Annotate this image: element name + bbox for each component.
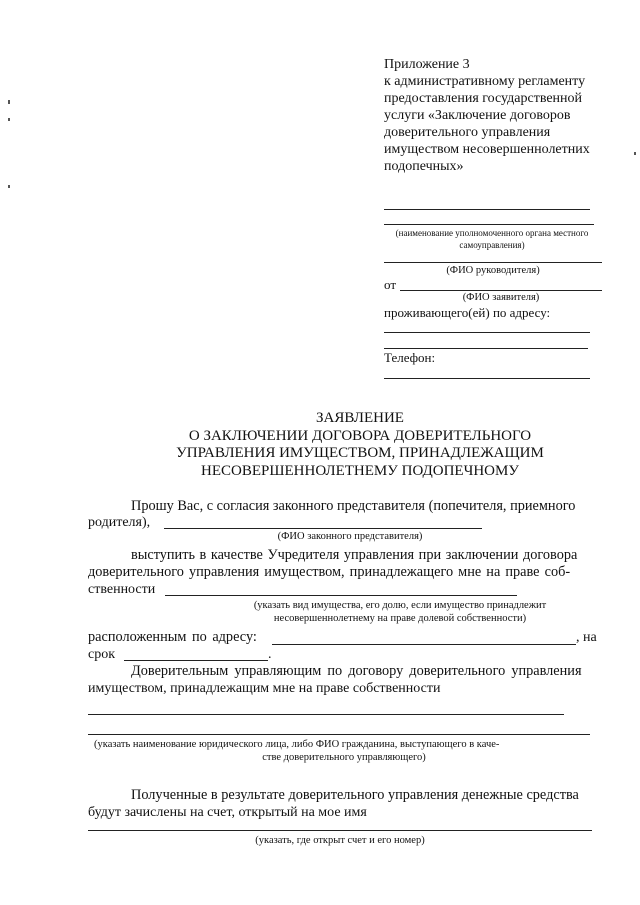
scan-mark	[8, 185, 10, 188]
account-caption: (указать, где открыт счет и его номер)	[255, 835, 425, 846]
paragraph-line: выступить в качестве Учредителя управления при заключении договора	[131, 547, 578, 563]
paragraph-line: имуществом, принадлежащим мне на праве собственности	[88, 681, 441, 696]
address-suffix: , на	[576, 630, 597, 645]
paragraph-line: доверительного управления имуществом, принадлежащего мне на праве соб-	[88, 564, 571, 580]
organ-caption: (наименование уполномоченного органа местного самоуправления)	[395, 228, 589, 250]
head-caption: (ФИО руководителя)	[446, 265, 540, 276]
paragraph-line: Полученные в результате доверительного управления денежные средства	[131, 787, 579, 803]
phone-label: Телефон:	[384, 350, 436, 365]
scan-mark	[634, 152, 636, 155]
paragraph-line: ственности	[88, 582, 156, 597]
appendix-line: подопечных»	[384, 159, 464, 174]
applicant-caption: (ФИО заявителя)	[462, 292, 540, 303]
scan-mark	[8, 100, 10, 104]
appendix-line: предоставления государственной	[384, 91, 583, 106]
paragraph-line: Прошу Вас, с согласия законного представителя (попечителя, приемного	[131, 498, 576, 514]
manager-line[interactable]	[88, 734, 590, 735]
organ-line[interactable]	[384, 224, 594, 225]
appendix-line: услуги «Заключение договоров	[384, 108, 571, 123]
property-line[interactable]	[165, 595, 517, 596]
property-caption: (указать вид имущества, его долю, если имущество принадлежит несовершеннолетнему на праве долевой собственности)	[253, 600, 547, 624]
property-address-line[interactable]	[272, 644, 576, 645]
from-label: от	[384, 277, 397, 292]
appendix-line: доверительного управления	[384, 125, 551, 140]
residing-label: проживающего(ей) по адресу:	[384, 305, 551, 320]
address-line[interactable]	[384, 348, 588, 349]
rep-line[interactable]	[164, 528, 482, 529]
paragraph-line: родителя),	[88, 515, 151, 530]
scan-mark	[8, 118, 10, 121]
paragraph-line: Доверительным управляющим по договору доверительного управления	[131, 663, 582, 679]
document-title: ЗАЯВЛЕНИЕ О ЗАКЛЮЧЕНИИ ДОГОВОРА ДОВЕРИТЕЛЬНОГО УПРАВЛЕНИЯ ИМУЩЕСТВОМ, ПРИНАДЛЕЖАЩИМ НЕСОВЕРШЕННОЛЕТНЕМУ ПОДОПЕЧНОМУ	[176, 410, 544, 479]
term-label: срок	[88, 647, 116, 662]
appendix-line: к административному регламенту	[384, 74, 586, 89]
term-suffix: .	[268, 647, 272, 662]
address-line[interactable]	[384, 332, 590, 333]
manager-caption: (указать наименование юридического лица, либо ФИО гражданина, выступающего в каче- стве доверительного управляющего)	[94, 739, 500, 763]
organ-line[interactable]	[384, 209, 590, 210]
appendix-block	[384, 56, 629, 175]
appendix-title: Приложение 3	[384, 57, 470, 72]
manager-line[interactable]	[88, 714, 564, 715]
rep-caption: (ФИО законного представителя)	[277, 531, 423, 542]
address-label: расположенным по адресу:	[88, 629, 257, 645]
paragraph-line: будут зачислены на счет, открытый на мое имя	[88, 805, 367, 820]
term-line[interactable]	[124, 660, 268, 661]
account-line[interactable]	[88, 830, 592, 831]
appendix-line: имуществом несовершеннолетних	[384, 142, 590, 157]
phone-line[interactable]	[384, 378, 590, 379]
head-line[interactable]	[384, 262, 602, 263]
